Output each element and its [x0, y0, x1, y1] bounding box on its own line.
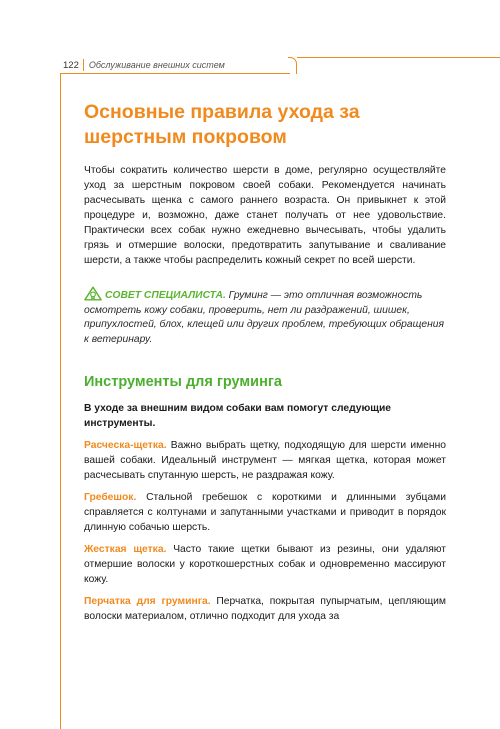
- tool-term: Расческа-щетка.: [84, 440, 167, 451]
- tool-item-hard-brush: [84, 542, 446, 587]
- tip-text: Груминг — это отличная возможность осмотреть кожу собаки, проверить, нет ли раздражений, шишек, припухлостей, блох, клещей или других проблем, требующих обращения к ветеринару.: [84, 290, 445, 345]
- tool-description: Перчатка, покрытая пупырчатым, цепляющим волоски материалом, отлично подходит для ухода за: [84, 596, 446, 622]
- section-title: Инструменты для груминга: [84, 374, 282, 390]
- page-content: [84, 100, 446, 624]
- section-intro: В уходе за внешним видом собаки вам помогут следующие инструменты.: [84, 403, 392, 429]
- tool-description: Важно выбрать щетку, подходящую для шерсти именно вашей собаки. Идеальный инструмент — мягкая щетка, которая может расчесывать спутанную шерсть, не раздражая кожу.: [84, 440, 446, 481]
- margin-rule: [60, 73, 61, 729]
- expert-tip: [84, 286, 446, 347]
- page-number: 122: [63, 59, 79, 71]
- tool-item-glove: [84, 594, 446, 624]
- header-rule: [297, 57, 500, 58]
- tool-description: Стальной гребешок с короткими и длинными зубцами справляется с колтунами и запутанными участками и приводит в порядок длинную собачью шерсть.: [84, 492, 446, 533]
- tool-description: Часто такие щетки бывают из резины, они удаляют отмершие волоски у короткошерстных собак и одновременно массируют кожу.: [84, 544, 446, 585]
- tip-label: СОВЕТ СПЕЦИАЛИСТА.: [105, 290, 226, 301]
- tool-item-brush: [84, 438, 446, 483]
- tool-term: Перчатка для груминга.: [84, 596, 211, 607]
- expert-badge-icon: [84, 286, 102, 301]
- tool-item-comb: [84, 490, 446, 535]
- intro-paragraph: Чтобы сократить количество шерсти в доме, регулярно осуществляйте уход за шерстным покровом своей собаки. Рекомендуется начинать расчесывать щенка с самого раннего возраста. Он привыкнет к этой процедуре и, возможно, даже станет получать от нее удовольствие. Практически всех собак нужно ежедневно вычесывать, чтобы удалить грязь и отмершие волоски, предотвратить запутывание и сваливание шерсти, а также чтобы распределить кожный секрет по всей шерсти.: [84, 165, 446, 266]
- tool-term: Жесткая щетка.: [84, 544, 167, 555]
- page-title: Основные правила ухода за шерстным покровом: [84, 101, 360, 148]
- running-title: Обслуживание внешних систем: [88, 60, 225, 70]
- header-divider: [83, 59, 84, 71]
- page-header: [60, 57, 290, 74]
- tool-term: Гребешок.: [84, 492, 137, 503]
